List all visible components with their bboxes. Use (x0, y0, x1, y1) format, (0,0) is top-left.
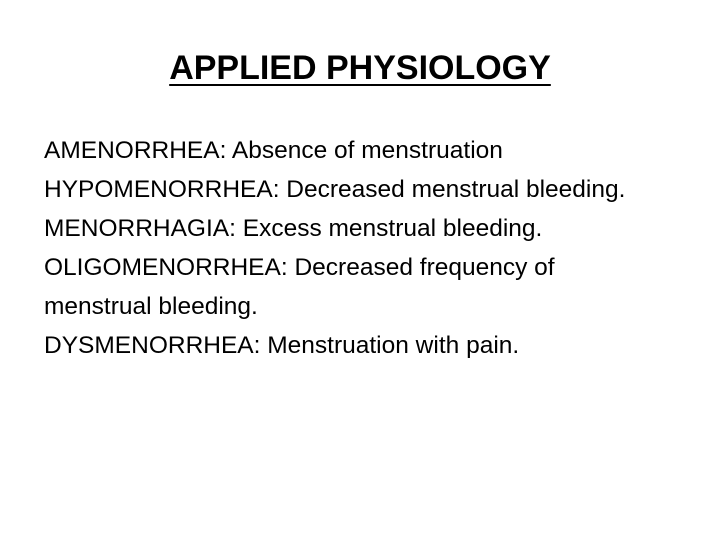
definition-list (44, 131, 644, 365)
definition-menorrhagia: MENORRHAGIA: Excess menstrual bleeding. (44, 215, 543, 242)
definition-amenorrhea: AMENORRHEA: Absence of menstruation (44, 137, 503, 164)
definition-dysmenorrhea: DYSMENORRHEA: Menstruation with pain. (44, 332, 520, 359)
slide-title-text: APPLIED PHYSIOLOGY (169, 49, 551, 87)
definition-hypomenorrhea: HYPOMENORRHEA: Decreased menstrual bleeding. (44, 176, 626, 203)
definition-oligomenorrhea: OLIGOMENORRHEA: Decreased frequency of menstrual bleeding. (44, 254, 555, 320)
slide-title (0, 44, 720, 92)
